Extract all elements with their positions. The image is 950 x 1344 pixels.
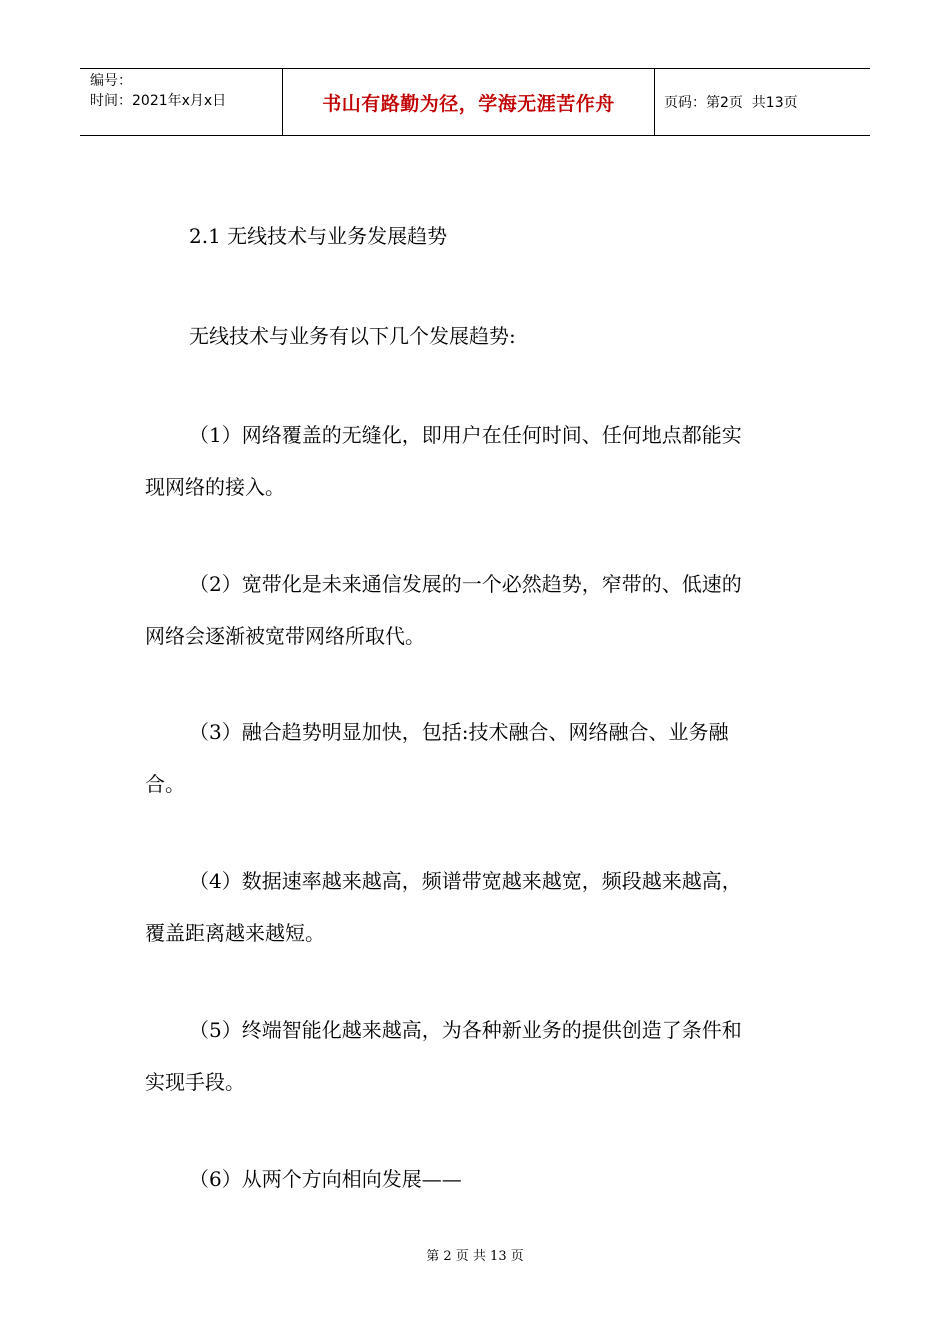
header-divider: [654, 69, 655, 135]
header-page-info: 页码：第2页 共13页: [664, 95, 798, 111]
document-date: 时间：2021年x月x日: [90, 93, 227, 109]
section-heading: 2.1 无线技术与业务发展趋势: [189, 224, 448, 248]
list-item: （2）宽带化是未来通信发展的一个必然趋势，窄带的、低速的 网络会逐渐被宽带网络所取代。: [145, 572, 742, 648]
page-footer: 第 2 页 共 13 页: [426, 1249, 524, 1264]
intro-paragraph: 无线技术与业务有以下几个发展趋势:: [189, 324, 516, 348]
list-item: （1）网络覆盖的无缝化，即用户在任何时间、任何地点都能实 现网络的接入。: [145, 423, 742, 499]
list-item: （4）数据速率越来越高，频谱带宽越来越宽，频段越来越高， 覆盖距离越来越短。: [145, 869, 742, 945]
list-item: （6）从两个方向相向发展——: [189, 1167, 462, 1191]
document-number-label: 编号：: [90, 73, 132, 89]
list-item: （5）终端智能化越来越高，为各种新业务的提供创造了条件和 实现手段。: [145, 1018, 742, 1094]
header-motto: 书山有路勤为径，学海无涯苦作舟: [322, 92, 615, 115]
page-header: [80, 68, 870, 136]
list-item: （3）融合趋势明显加快，包括:技术融合、网络融合、业务融 合。: [145, 720, 729, 796]
header-meta: [80, 69, 282, 135]
